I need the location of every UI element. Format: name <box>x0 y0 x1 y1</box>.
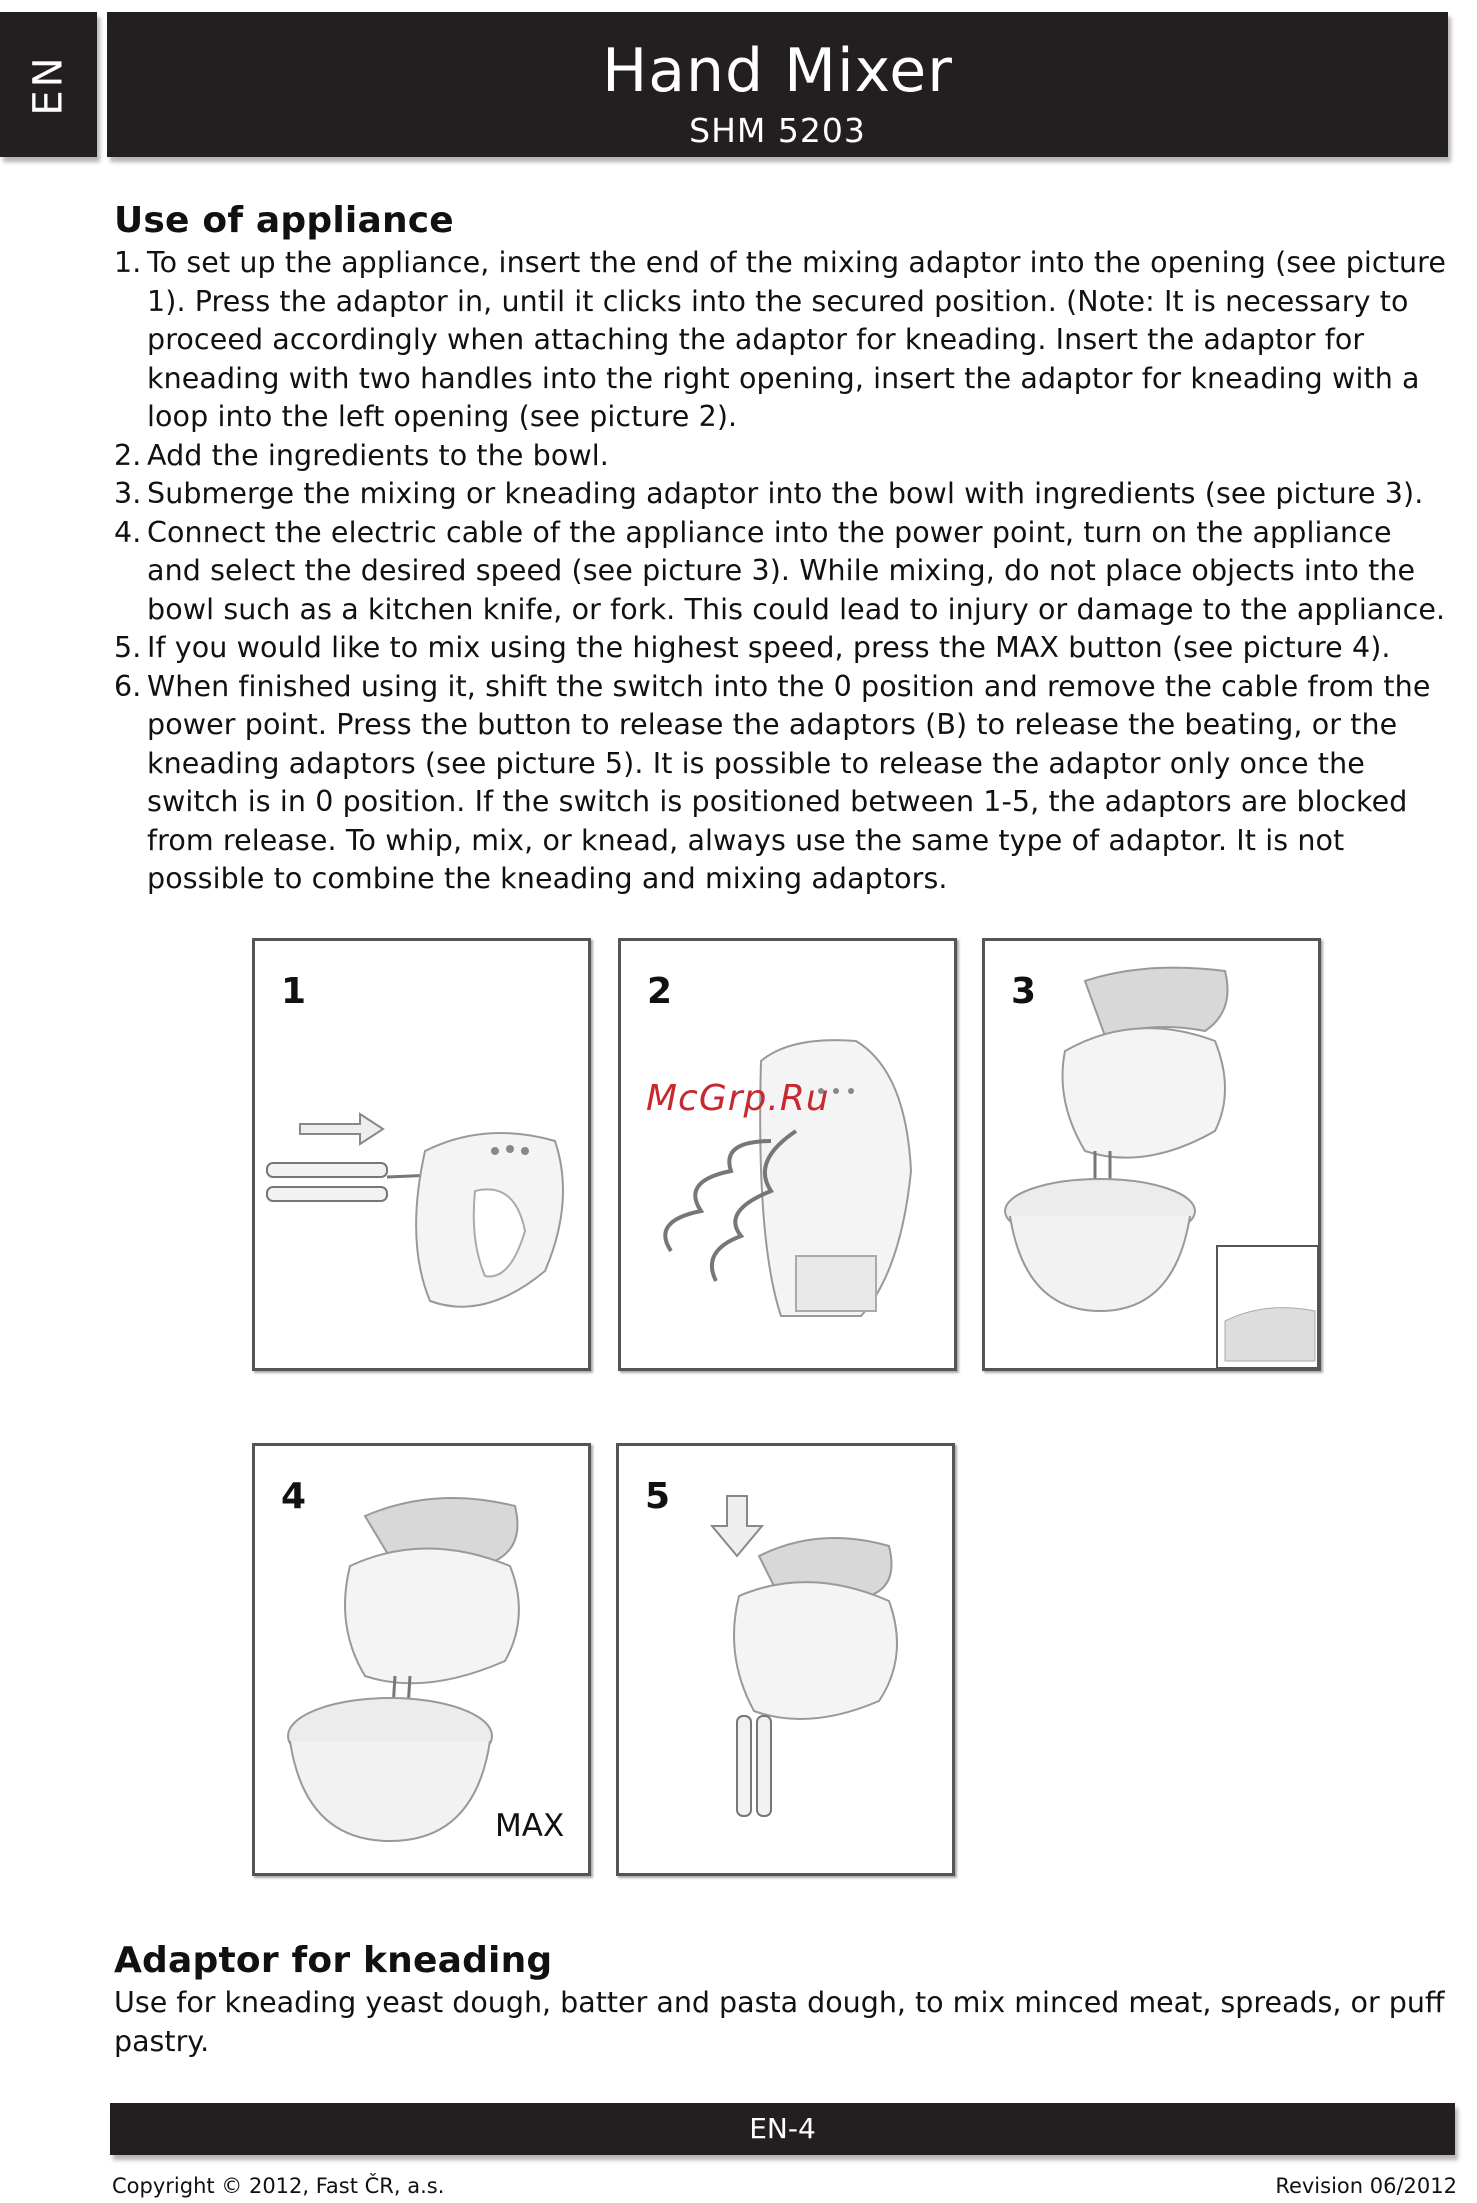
language-tab <box>0 12 97 157</box>
adaptor-section <box>114 1938 1454 2061</box>
max-label: MAX <box>495 1808 565 1844</box>
picture-3 <box>982 938 1321 1371</box>
section-heading: Use of appliance <box>114 200 454 241</box>
list-item: 1. To set up the appliance, insert the end of the mixing adaptor into the opening (see picture 1). Press the adaptor in, until it clicks into the secured position. (Note: It is necessary to proceed accordingly when attaching the adaptor for kneading. Insert the adaptor for kneading with two handles into the right opening, insert the adaptor for kneading with a loop into the left opening (see picture 2). <box>114 246 1446 433</box>
picture-number: 2 <box>647 971 673 1012</box>
picture-number: 3 <box>1011 971 1037 1012</box>
section-text: Use for kneading yeast dough, batter and pasta dough, to mix minced meat, spreads, or puff pastry. <box>114 1986 1445 2058</box>
language-code: EN <box>25 53 72 116</box>
list-item: 2. Add the ingredients to the bowl. <box>114 438 609 472</box>
list-item: 5. If you would like to mix using the highest speed, press the MAX button (see picture 4). <box>114 631 1391 664</box>
watermark: McGrp.Ru <box>646 1078 830 1119</box>
page-title: Hand Mixer <box>602 36 953 106</box>
picture-4 <box>252 1443 591 1876</box>
list-item: 6. When finished using it, shift the switch into the 0 position and remove the cable from the power point. Press the button to release the adaptors (B) to release the beating, or the kneading adaptors (see picture 5). It is possible to release the adaptor only once the switch is in 0 position. If the switch is positioned between 1-5, the adaptors are blocked from release. To whip, mix, or knead, always use the same type of adaptor. It is not possible to combine the kneading and mixing adaptors. <box>114 669 1431 895</box>
steps-list <box>114 244 1454 899</box>
picture-number: 1 <box>281 971 307 1012</box>
copyright: Copyright © 2012, Fast ČR, a.s. <box>112 2174 445 2198</box>
revision: Revision 06/2012 <box>1275 2174 1457 2198</box>
list-item: 3. Submerge the mixing or kneading adaptor into the bowl with ingredients (see picture 3). <box>114 477 1424 510</box>
picture-number: 4 <box>281 1476 307 1517</box>
page-number: EN-4 <box>749 2112 816 2145</box>
section-heading: Adaptor for kneading <box>114 1940 553 1981</box>
list-item: 4. Connect the electric cable of the appliance into the power point, turn on the appliance and select the desired speed (see picture 3). While mixing, do not place objects into the bowl such as a kitchen knife, or fork. This could lead to injury or damage to the appliance. <box>114 515 1446 626</box>
picture-number: 5 <box>645 1476 671 1517</box>
model-number: SHM 5203 <box>689 111 866 150</box>
header-bar <box>107 12 1448 157</box>
footer-bar <box>110 2103 1455 2155</box>
picture-2 <box>618 938 957 1371</box>
picture-1 <box>252 938 591 1371</box>
picture-5 <box>616 1443 955 1876</box>
use-of-appliance-section <box>114 198 1454 899</box>
